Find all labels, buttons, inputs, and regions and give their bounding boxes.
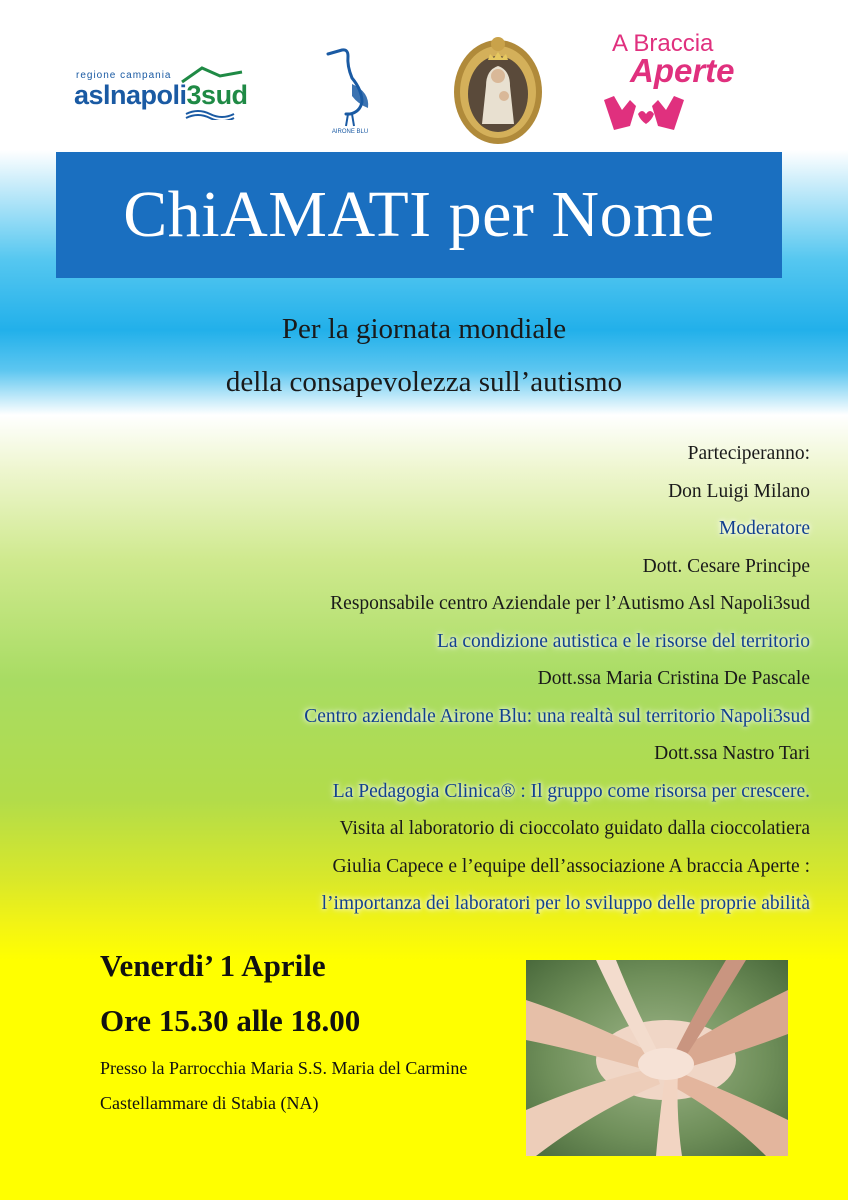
program-list — [50, 435, 810, 923]
asl-name-green: 3sud — [186, 80, 248, 110]
program-line: Centro aziendale Airone Blu: una realtà sul territorio Napoli3sud — [304, 705, 810, 727]
program-line: l’importanza dei laboratori per lo sviluppo delle proprie abilità — [321, 893, 810, 914]
madonna-painting — [452, 36, 544, 146]
event-venue: Presso la Parrocchia Maria S.S. Maria del Carmine — [100, 1058, 468, 1078]
hands-photo-illustration — [526, 960, 788, 1156]
logo-row — [0, 0, 848, 150]
asl-region-label: regione campania — [76, 70, 172, 81]
program-line: Visita al laboratorio di cioccolato guidato dalla cioccolatiera — [339, 818, 810, 839]
program-line: Dott.ssa Maria Cristina De Pascale — [537, 668, 810, 689]
a-braccia-aperte-logo — [600, 30, 770, 140]
asl-name — [74, 80, 248, 111]
airone-caption: AIRONE BLU — [331, 129, 369, 134]
event-date: Venerdi’ 1 Aprile — [100, 948, 326, 983]
program-line: Dott.ssa Nastro Tari — [654, 743, 810, 764]
subtitle-line1: Per la giornata mondiale — [281, 313, 567, 345]
asl-napoli3sud-logo — [74, 62, 246, 120]
program-line: Don Luigi Milano — [668, 480, 810, 502]
airone-blu-logo — [318, 44, 382, 134]
event-time: Ore 15.30 alle 18.00 — [100, 1003, 361, 1038]
braccia-line1: A Braccia — [612, 30, 714, 57]
hands-hearts-icon — [600, 30, 770, 140]
braccia-line2: Aperte — [630, 52, 735, 89]
heron-icon — [318, 44, 382, 134]
event-location: Castellammare di Stabia (NA) — [100, 1093, 319, 1113]
page-title: ChiAMATI per Nome — [123, 178, 715, 251]
program-line: Giulia Capece e l’equipe dell’associazione A braccia Aperte : — [332, 855, 810, 877]
program-line: Parteciperanno: — [687, 443, 810, 464]
program-line: La condizione autistica e le risorse del territorio — [436, 630, 810, 652]
program-line: Moderatore — [719, 518, 810, 539]
madonna-painting-icon — [452, 36, 544, 146]
title-banner — [56, 152, 782, 278]
program-line: La Pedagogia Clinica® : Il gruppo come risorsa per crescere. — [332, 780, 810, 802]
asl-name-blue: aslnapoli — [74, 80, 187, 110]
hands-together-photo — [526, 960, 788, 1156]
program-line: Responsabile centro Aziendale per l’Autismo Asl Napoli3sud — [330, 593, 810, 614]
program-line: Dott. Cesare Principe — [642, 555, 810, 577]
subtitle-line2: della consapevolezza sull’autismo — [225, 366, 623, 398]
